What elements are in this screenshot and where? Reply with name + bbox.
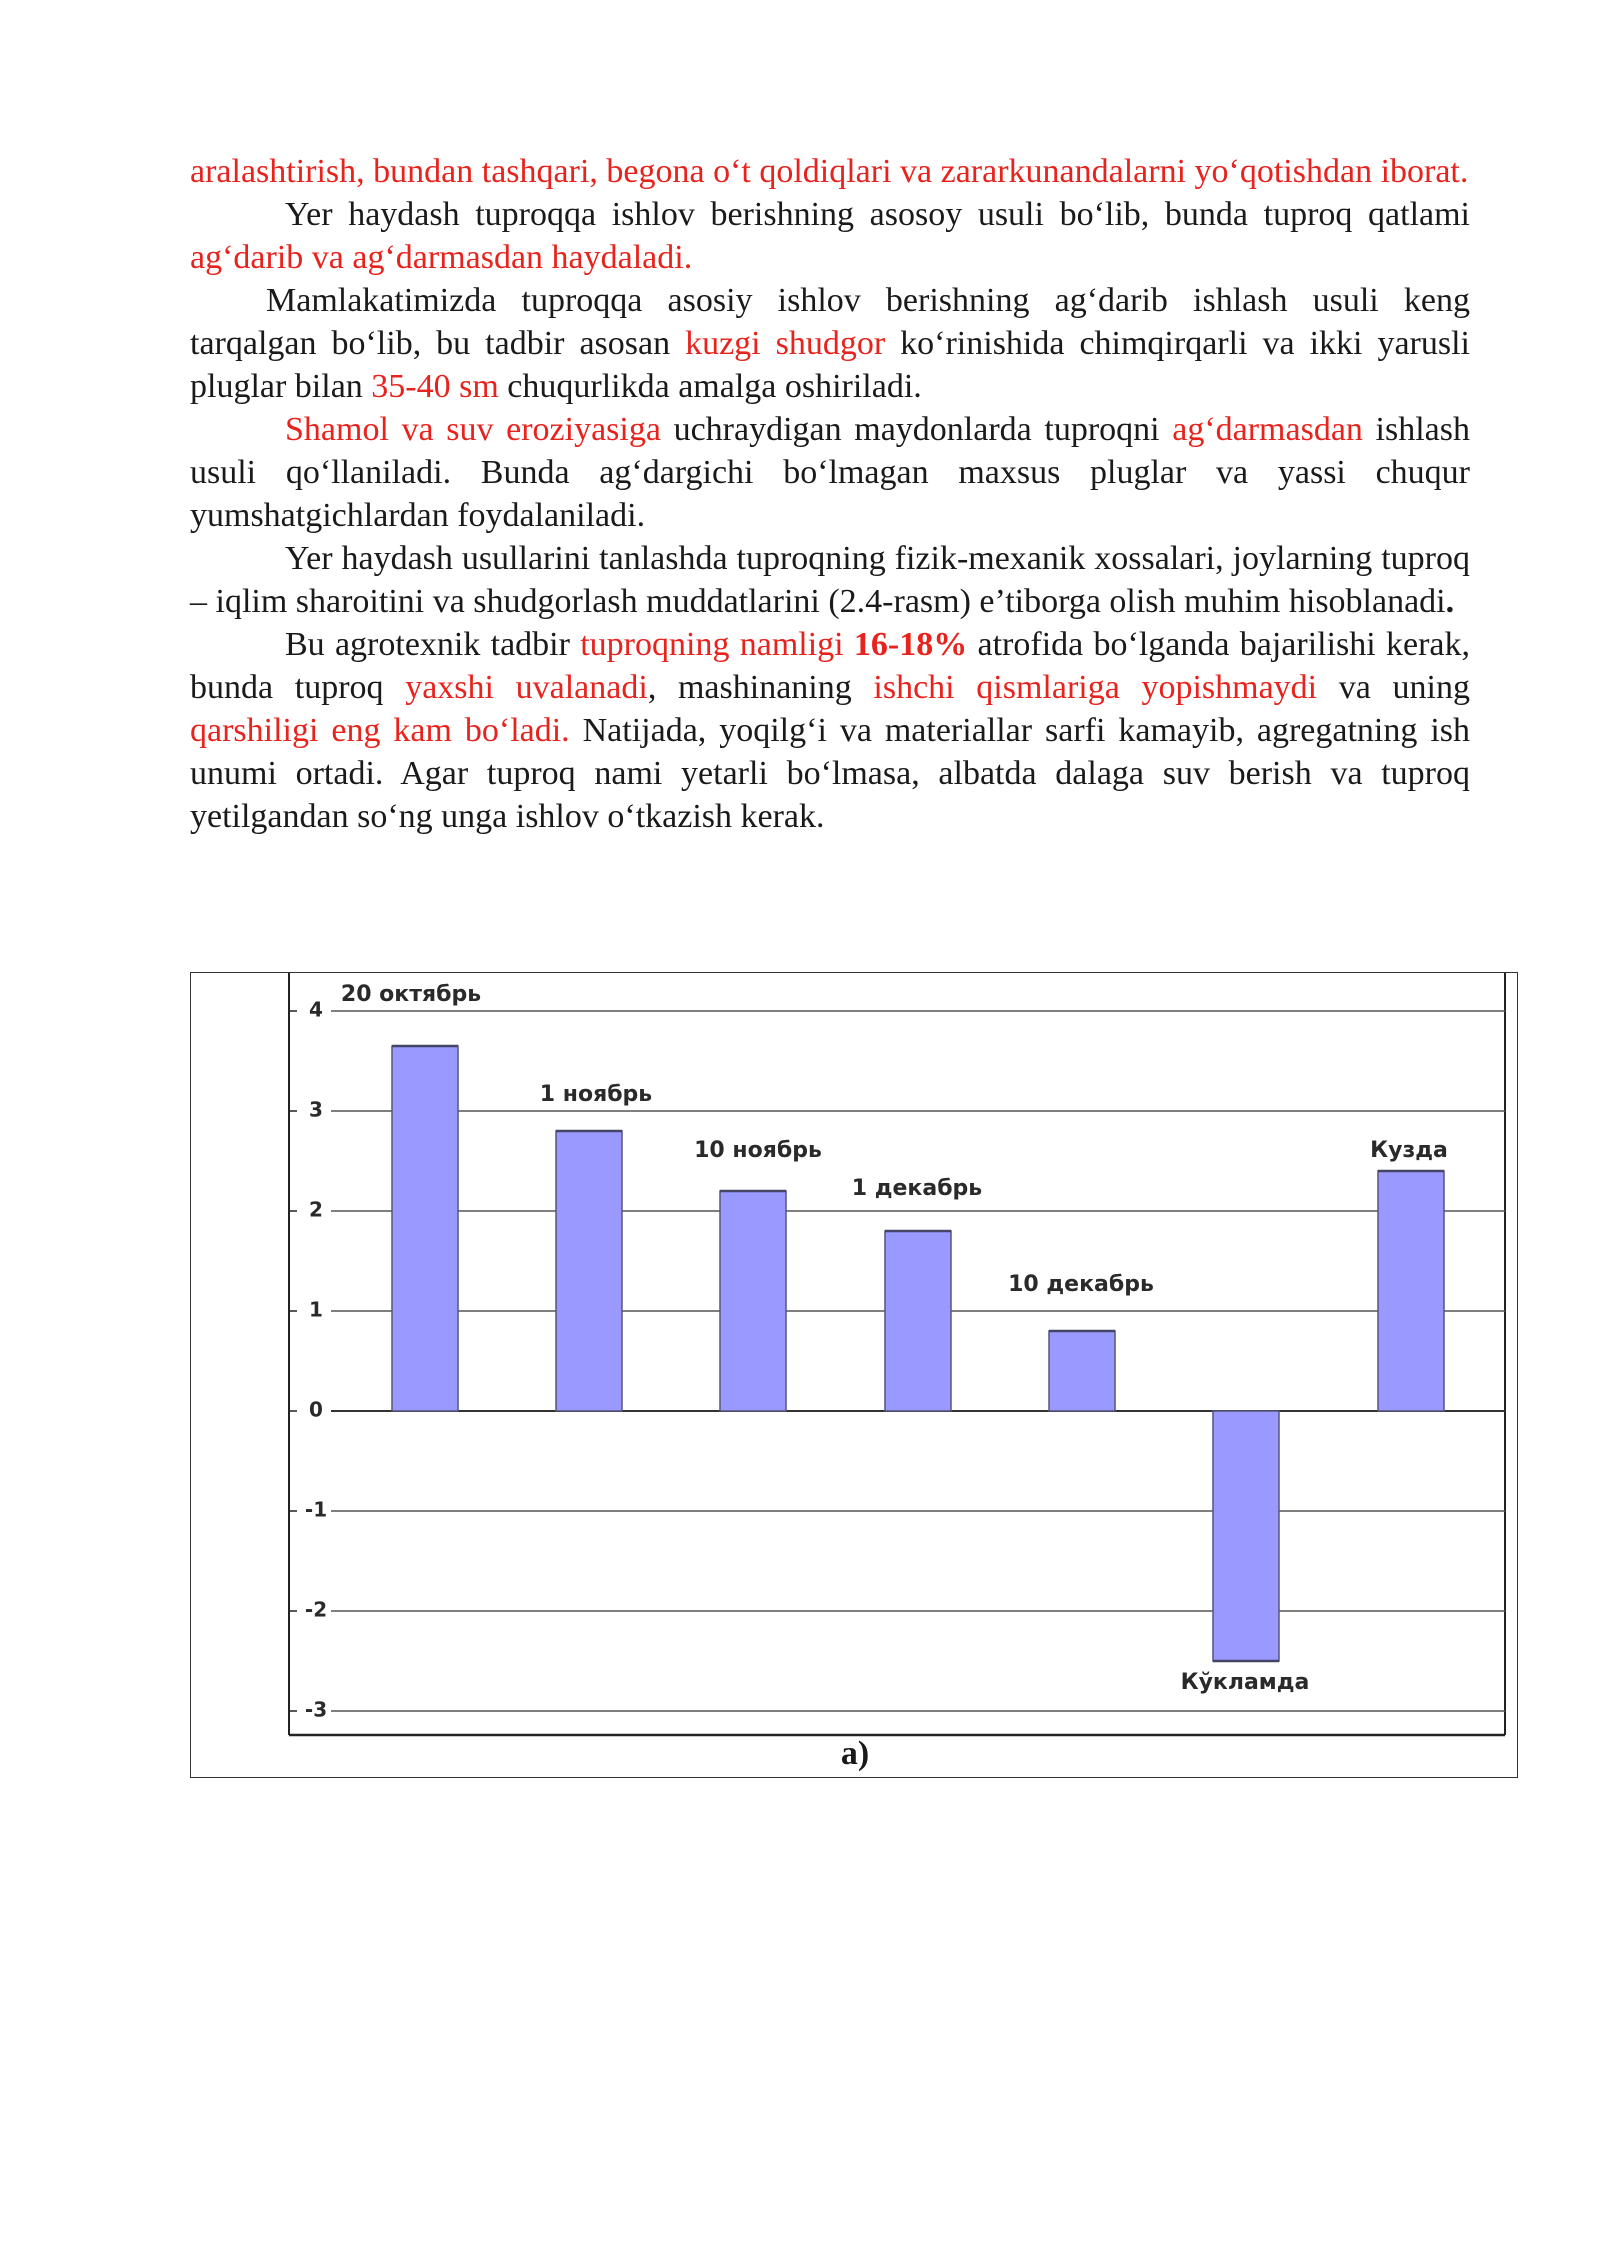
bar: [1049, 1331, 1115, 1411]
text-segment: yaxshi uvalanadi: [405, 669, 648, 706]
paragraph-1: [190, 150, 1470, 193]
text-segment: va uning: [1317, 669, 1471, 706]
bar-category-label: 1 ноябрь: [539, 1082, 653, 1107]
paragraph-6: [190, 623, 1470, 838]
y-tick-label: -3: [304, 1697, 328, 1722]
y-tick-label: 4: [309, 997, 323, 1022]
text-segment: ko‘rinishida chimqirqarli va ikki yarusli pluglar bilan: [190, 325, 1470, 405]
bar-category-label: 20 октябрь: [340, 982, 482, 1007]
text-segment: uchraydigan maydonlarda tuproqni: [660, 411, 1173, 448]
text-segment: , mashinaning: [647, 669, 874, 706]
text-segment: Shamol va suv eroziyasiga: [285, 411, 661, 448]
text-segment: .: [1445, 583, 1455, 620]
y-tick-label: 3: [309, 1097, 323, 1122]
text-segment: 16-18%: [853, 626, 968, 663]
text-segment: ag‘darib va ag‘darmasdan haydaladi.: [190, 239, 693, 276]
y-tick-label: 0: [309, 1397, 323, 1422]
body-text: [190, 150, 1470, 838]
text-segment: aralashtirish, bundan tashqari, begona o‘t qoldiqlari va zararkunandalarni yo‘qotishdan iborat.: [190, 153, 1469, 190]
text-segment: chuqurlikda amalga oshiriladi.: [498, 368, 922, 405]
bar-category-label: 10 ноябрь: [694, 1138, 822, 1163]
text-segment: ag‘darmasdan: [1172, 411, 1363, 448]
text-segment: Mamlakatimizda tuproqqa asosiy ishlov berishning ag‘darib ishlash usuli keng tarqalgan bo‘lib, bu tadbir asosan: [190, 282, 1470, 362]
bar: [556, 1131, 622, 1411]
y-tick-label: 1: [309, 1297, 323, 1322]
bar: [720, 1191, 786, 1411]
figure-caption: a): [840, 1735, 870, 1772]
y-tick-label: -1: [304, 1497, 328, 1522]
bar: [885, 1231, 951, 1411]
paragraph-4: [190, 408, 1470, 537]
bar: [1378, 1171, 1444, 1411]
text-segment: Bu agrotexnik tadbir: [285, 626, 581, 663]
text-segment: Yer haydash tuproqqa ishlov berishning asosoy usuli bo‘lib, bunda tuproq qatlami: [285, 196, 1470, 233]
bar-category-label: Кўкламда: [1180, 1670, 1310, 1695]
text-segment: Yer haydash usullarini tanlashda tuproqning fizik-mexanik xossalari, joylarning tuproq – iqlim sharoitini va shudgorlash muddatlarini (2.4-rasm) e’tiborga olish muhim hisoblanadi: [190, 540, 1470, 620]
bar-chart: [191, 973, 1519, 1779]
text-segment: ishlash usuli qo‘llaniladi. Bunda ag‘dargichi bo‘lmagan maxsus pluglar va yassi chuqur yumshatgichlardan foydalaniladi.: [190, 411, 1471, 534]
bar: [1213, 1411, 1279, 1661]
paragraph-3: [190, 279, 1470, 408]
bar-category-label: Кузда: [1370, 1138, 1448, 1163]
text-segment: atrofida bo‘lganda bajarilishi kerak, bunda tuproq: [190, 626, 1471, 706]
bar-category-label: 1 декабрь: [851, 1176, 983, 1201]
text-segment: kuzgi shudgor: [685, 325, 886, 362]
bar: [392, 1046, 458, 1411]
figure-2-4a: [190, 972, 1518, 1778]
y-tick-label: 2: [309, 1197, 323, 1222]
bar-category-label: 10 декабрь: [1008, 1272, 1154, 1297]
text-segment: qarshiligi eng kam bo‘ladi.: [190, 712, 570, 749]
text-segment: ishchi qismlariga yopishmaydi: [873, 669, 1318, 706]
y-tick-label: -2: [304, 1597, 328, 1622]
paragraph-2: [190, 193, 1470, 279]
text-segment: tuproqning namligi: [580, 626, 854, 663]
text-segment: 35-40 sm: [371, 368, 499, 405]
text-segment: Natijada, yoqilg‘i va materiallar sarfi kamayib, agregatning ish unumi ortadi. Agar tuproq nami yetarli bo‘lmasa, albatda dalaga suv berish va tuproq yetilgandan so‘ng unga ishlov o‘tkazish kerak.: [190, 712, 1470, 835]
paragraph-5: [190, 537, 1470, 623]
